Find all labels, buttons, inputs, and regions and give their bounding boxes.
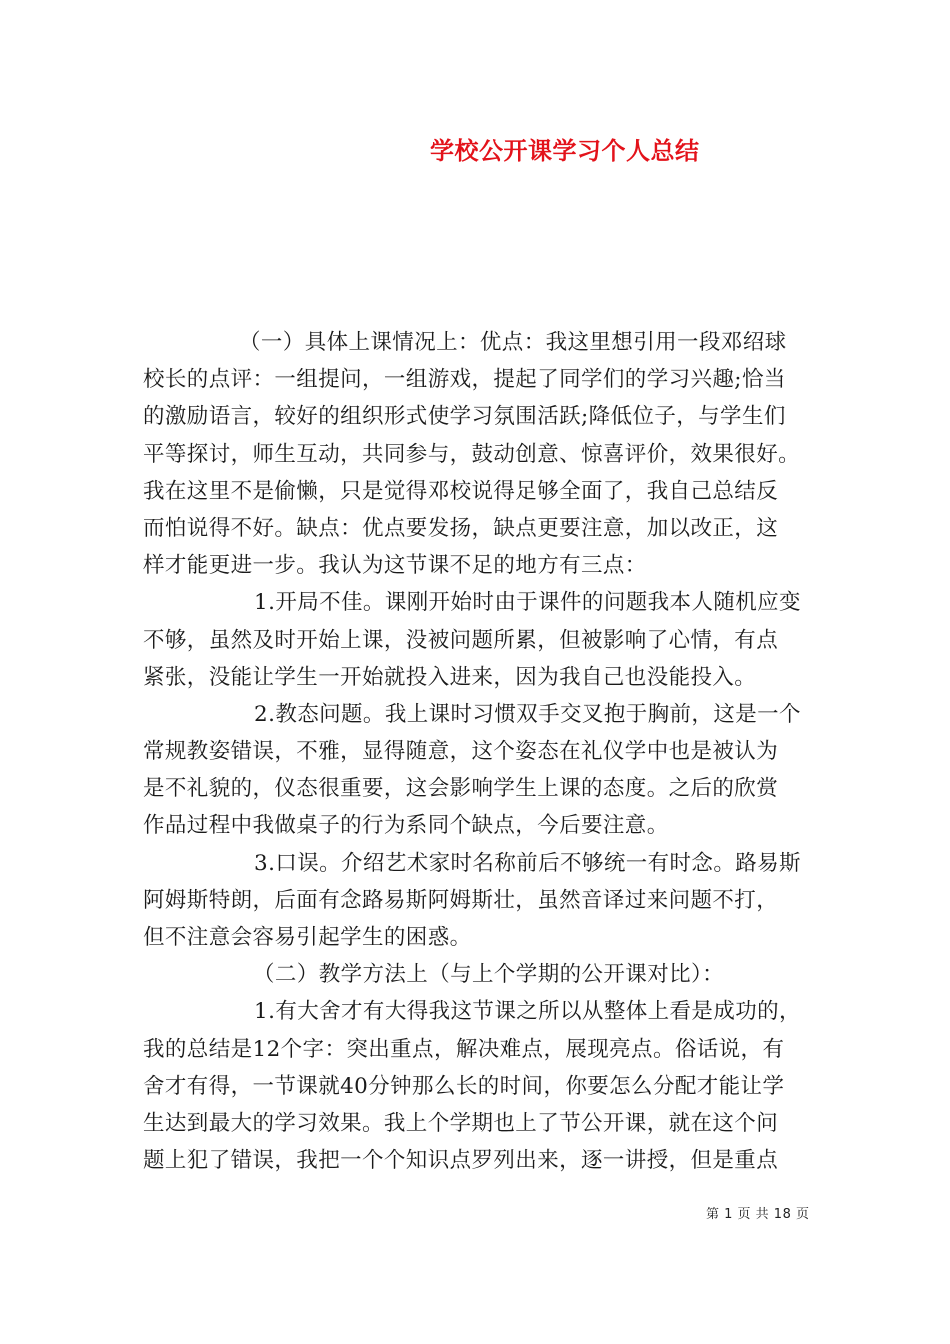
paragraph-line: 样才能更进一步。我认为这节课不足的地方有三点： xyxy=(143,553,647,579)
paragraph-line: （一）具体上课情况上：优点：我这里想引用一段邓绍球 xyxy=(239,330,787,355)
paragraph-line: 我的总结是12个字：突出重点，解决难点，展现亮点。俗话说，有 xyxy=(143,1036,785,1062)
paragraph-line: 题上犯了错误，我把一个个知识点罗列出来，逐一讲授，但是重点 xyxy=(143,1148,779,1174)
paragraph-line: 作品过程中我做桌子的行为系同个缺点，今后要注意。 xyxy=(143,813,669,839)
paragraph-line: 生达到最大的学习效果。我上个学期也上了节公开课，就在这个问 xyxy=(143,1110,779,1136)
paragraph-line: 我在这里不是偷懒，只是觉得邓校说得足够全面了，我自己总结反 xyxy=(143,478,779,504)
paragraph-line: 1.开局不佳。课刚开始时由于课件的问题我本人随机应变 xyxy=(254,590,801,616)
paragraph-line: 而怕说得不好。缺点：优点要发扬，缺点更要注意，加以改正，这 xyxy=(143,515,779,541)
paragraph-line: 阿姆斯特朗，后面有念路易斯阿姆斯壮，虽然音译过来问题不打， xyxy=(143,887,779,913)
paragraph-line: 3.口误。介绍艺术家时名称前后不够统一有时念。路易斯 xyxy=(254,850,801,876)
document-title: 学校公开课学习个人总结 xyxy=(430,137,700,165)
document-body xyxy=(143,324,808,1179)
paragraph-line: 校长的点评：一组提问，一组游戏，提起了同学们的学习兴趣;恰当 xyxy=(143,367,786,393)
paragraph-line: 紧张，没能让学生一开始就投入进来，因为我自己也没能投入。 xyxy=(143,664,757,690)
paragraph-line: 是不礼貌的，仪态很重要，这会影响学生上课的态度。之后的欣赏 xyxy=(143,776,779,802)
paragraph-line: 2.教态问题。我上课时习惯双手交叉抱于胸前，这是一个 xyxy=(254,701,801,727)
paragraph-line: 常规教姿错误，不雅，显得随意，这个姿态在礼仪学中也是被认为 xyxy=(143,739,779,765)
paragraph-line: 舍才有得，一节课就40分钟那么长的时间，你要怎么分配才能让学 xyxy=(143,1073,785,1099)
page-number-footer: 第 1 页 共 18 页 xyxy=(706,1207,810,1222)
paragraph-line: 的激励语言，较好的组织形式使学习氛围活跃;降低位子，与学生们 xyxy=(143,404,786,430)
paragraph-line: 1.有大舍才有大得我这节课之所以从整体上看是成功的， xyxy=(254,999,801,1025)
paragraph-line: 不够，虽然及时开始上课，没被问题所累，但被影响了心情，有点 xyxy=(143,627,779,653)
paragraph-line: 平等探讨，师生互动，共同参与，鼓动创意、惊喜评价，效果很好。 xyxy=(143,441,801,467)
section-heading: （二）教学方法上（与上个学期的公开课对比）： xyxy=(253,962,725,988)
paragraph-line: 但不注意会容易引起学生的困惑。 xyxy=(143,925,472,950)
